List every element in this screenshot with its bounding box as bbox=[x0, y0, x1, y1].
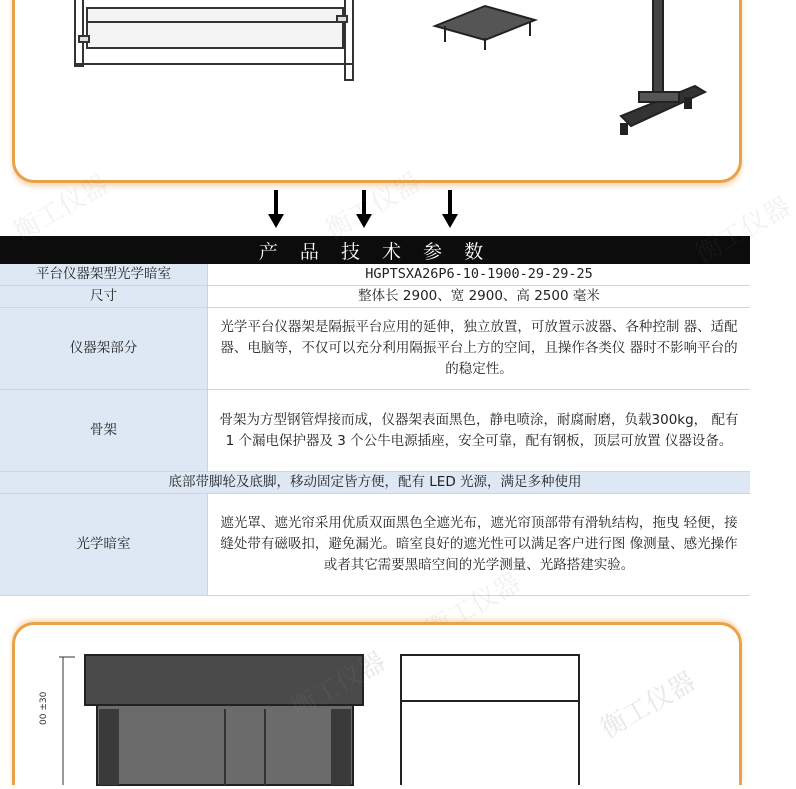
spec-value: 骨架为方型钢管焊接而成，仪器架表面黑色，静电喷涂，耐腐耐磨，负载300kg， 配有 1 个漏电保护器及 3 个公牛电源插座，安全可靠，配有钢板，顶层可放置 仪器设备。 bbox=[208, 390, 750, 472]
spec-label: 光学暗室 bbox=[0, 494, 208, 596]
product-image-panel-top bbox=[12, 0, 742, 183]
dimension-label: 00 ±30 bbox=[39, 691, 49, 725]
spec-label: 骨架 bbox=[0, 390, 208, 472]
darkroom-drawing bbox=[15, 625, 739, 785]
spec-value: HGPTSXA26P6-10-1900-29-29-25 bbox=[208, 264, 750, 286]
spec-row bbox=[0, 286, 750, 308]
down-arrow-icon bbox=[356, 190, 372, 230]
spec-table-title: 产 品 技 术 参 数 bbox=[0, 236, 750, 264]
watermark-text: 衡工仪器 bbox=[690, 191, 796, 270]
down-arrow-icon bbox=[268, 190, 284, 230]
watermark-text: 衡工仪器 bbox=[420, 567, 526, 646]
spec-value: 遮光罩、遮光帘采用优质双面黑色全遮光布，遮光帘顶部带有滑轨结构，拖曳 轻便，接缝处带有磁吸扣，避免漏光。暗室良好的遮光性可以满足客户进行图 像测量、感光操作或者其它需要黑暗空间的光学测量、光路搭建实验。 bbox=[208, 494, 750, 596]
spec-value: 光学平台仪器架是隔振平台应用的延伸，独立放置，可放置示波器、各种控制 器、适配器、电脑等，不仅可以充分利用隔振平台上方的空间，且操作各类仪 器时不影响平台的的稳定性。 bbox=[208, 308, 750, 390]
spec-value: 整体长 2900、宽 2900、高 2500 毫米 bbox=[208, 286, 750, 308]
watermark-text: 衡工仪器 bbox=[595, 666, 701, 745]
spec-row bbox=[0, 472, 750, 494]
spec-label: 尺寸 bbox=[0, 286, 208, 308]
spec-row bbox=[0, 390, 750, 472]
spec-row bbox=[0, 308, 750, 390]
spec-row bbox=[0, 264, 750, 286]
spec-label: 仪器架部分 bbox=[0, 308, 208, 390]
spec-label: 平台仪器架型光学暗室 bbox=[0, 264, 208, 286]
product-image-panel-bottom bbox=[12, 622, 742, 785]
instrument-frame-drawings bbox=[15, 0, 739, 180]
spec-row bbox=[0, 494, 750, 596]
watermark-text: 衡工仪器 bbox=[320, 167, 426, 246]
down-arrow-icon bbox=[442, 190, 458, 230]
spec-full-note: 底部带脚轮及底脚，移动固定皆方便，配有 LED 光源，满足多种使用 bbox=[0, 472, 750, 494]
watermark-text: 衡工仪器 bbox=[8, 169, 114, 248]
